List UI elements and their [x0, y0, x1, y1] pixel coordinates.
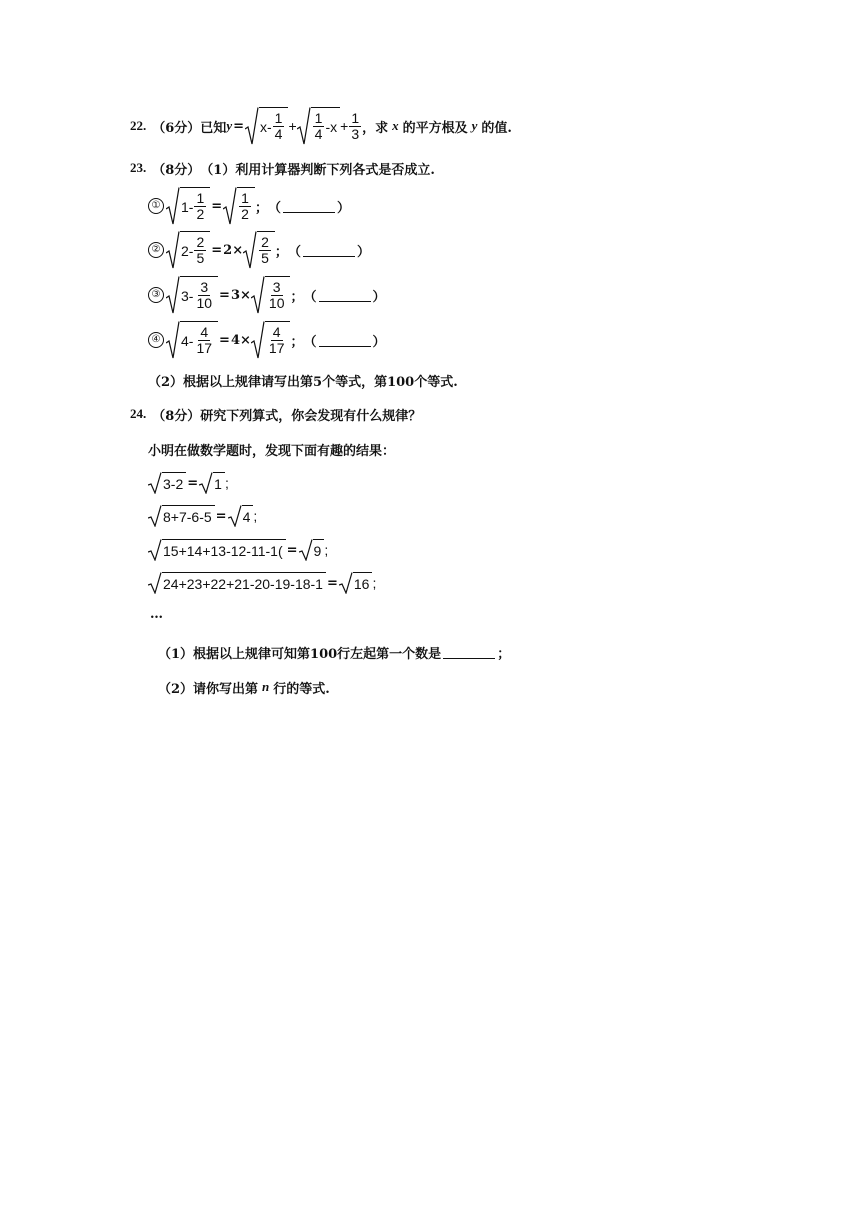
question-text: 的平方根及 — [402, 120, 468, 136]
pattern-row-3 — [148, 537, 328, 563]
answer-blank[interactable] — [319, 334, 371, 347]
fraction — [194, 235, 206, 266]
fraction — [267, 325, 287, 356]
minus-sign: - — [188, 198, 194, 215]
minus-sign: - — [267, 118, 272, 135]
denominator: 2 — [241, 206, 249, 222]
row-end: ; — [324, 542, 329, 558]
row-end: ; — [253, 508, 258, 524]
paren-open: （ — [267, 200, 281, 216]
equals-sign: = — [211, 198, 223, 214]
radicand-tail: -x — [325, 118, 338, 135]
radical-rhs — [223, 187, 255, 225]
points-label: （8分） — [152, 408, 201, 424]
separator: ； — [274, 244, 288, 260]
radical-lhs — [166, 231, 210, 269]
radical-2 — [297, 107, 340, 145]
equals-sign: = — [215, 508, 227, 524]
equals-sign: = — [211, 242, 223, 258]
question-number: 24. — [130, 406, 147, 421]
integer-part: 4 — [181, 332, 189, 349]
denominator: 17 — [196, 340, 213, 356]
radical-sign-icon — [148, 572, 162, 594]
equals-sign: = — [187, 475, 199, 491]
coefficient: 4× — [230, 332, 251, 348]
radical-sign-icon — [245, 107, 259, 145]
numerator: 3 — [272, 279, 281, 295]
coefficient: 2× — [223, 242, 244, 258]
circled-number-icon: ③ — [148, 287, 164, 303]
denominator: 5 — [261, 250, 269, 266]
ellipsis-text: … — [150, 606, 163, 622]
paren-close: ） — [372, 334, 386, 350]
paren-close: ） — [337, 200, 351, 216]
equals-sign: = — [233, 118, 244, 134]
row-end: ; — [224, 475, 229, 491]
radical-sign-icon — [228, 505, 242, 527]
question-24-header — [130, 404, 421, 424]
row-end: ; — [372, 575, 377, 591]
var-y: y — [226, 118, 233, 133]
radical-rhs — [299, 539, 325, 561]
denominator: 5 — [196, 250, 205, 266]
result: 4 — [242, 508, 251, 525]
minus-sign: - — [188, 242, 194, 259]
numerator: 2 — [196, 234, 205, 250]
denominator: 17 — [268, 340, 285, 356]
fraction — [313, 111, 325, 142]
radical-lhs — [148, 505, 215, 527]
equation-item-2 — [148, 230, 370, 270]
paren-open: （ — [303, 289, 317, 305]
radical-lhs — [166, 276, 218, 314]
equals-sign: = — [326, 575, 338, 591]
pattern-row-4 — [148, 570, 376, 596]
numerator: 1 — [351, 109, 360, 126]
radical-sign-icon — [166, 231, 180, 269]
separator: ； — [290, 289, 304, 305]
fraction — [273, 111, 285, 142]
fraction — [267, 280, 287, 311]
radical-sign-icon — [166, 187, 180, 225]
radical-sign-icon — [148, 472, 162, 494]
radical-rhs — [339, 572, 373, 594]
question-text: 的值. — [481, 120, 512, 136]
points-label: （6分） — [152, 120, 201, 136]
radical-sign-icon — [251, 276, 265, 314]
fraction — [259, 235, 271, 266]
points-label: （8分） — [152, 162, 201, 178]
part-2-end: 行的等式. — [273, 681, 330, 697]
part-1-end: ； — [497, 646, 511, 662]
var-y: y — [471, 118, 478, 133]
expression: 15+14+13-12-11-1( — [163, 542, 283, 559]
numerator: 1 — [314, 110, 323, 126]
var-n: n — [262, 679, 270, 694]
equation-item-1 — [148, 186, 350, 226]
result: 1 — [214, 475, 222, 492]
ellipsis — [150, 604, 163, 624]
radical-sign-icon — [339, 572, 353, 594]
part-2-instruction: （2）根据以上规律请写出第5个等式，第100个等式. — [148, 374, 458, 390]
radical-sign-icon — [297, 107, 311, 145]
pattern-row-1 — [148, 470, 229, 496]
radical-sign-icon — [243, 231, 257, 269]
var-x: x — [392, 118, 399, 133]
pattern-row-2 — [148, 503, 257, 529]
fraction — [194, 280, 214, 311]
circled-number-icon: ② — [148, 242, 164, 258]
question-23-part-2 — [148, 370, 458, 390]
radical-lhs — [148, 539, 286, 561]
denominator: 4 — [274, 126, 283, 142]
radical-sign-icon — [148, 505, 162, 527]
expression: 8+7-6-5 — [163, 508, 212, 525]
plus-sign: + — [340, 118, 349, 134]
given-text: 已知 — [200, 120, 227, 136]
question-title: 研究下列算式，你会发现有什么规律？ — [200, 408, 422, 424]
radical-sign-icon — [199, 472, 213, 494]
numerator: 4 — [272, 324, 281, 340]
expression: 24+23+22+21-20-19-18-1 — [163, 575, 323, 592]
denominator: 10 — [196, 295, 213, 311]
radical-lhs — [166, 321, 218, 359]
paren-open: （ — [287, 244, 301, 260]
fraction — [194, 325, 214, 356]
fraction-third — [349, 111, 361, 142]
radical-sign-icon — [148, 539, 162, 561]
radical-rhs — [251, 276, 291, 314]
equation-item-4 — [148, 320, 386, 360]
result: 9 — [313, 542, 322, 559]
question-number: 23. — [130, 160, 147, 175]
expression: 3-2 — [163, 475, 184, 492]
radical-sign-icon — [166, 321, 180, 359]
question-22 — [130, 106, 512, 146]
radical-lhs — [166, 187, 210, 225]
radical-rhs — [243, 231, 275, 269]
numerator: 4 — [200, 324, 209, 340]
intro-text: 小明在做数学题时，发现下面有趣的结果： — [148, 443, 396, 459]
coefficient: 3× — [230, 287, 251, 303]
paren-open: （ — [303, 334, 317, 350]
integer-part: 3 — [181, 287, 189, 304]
circled-number-icon: ④ — [148, 332, 164, 348]
radical-rhs — [199, 472, 225, 494]
numerator: 1 — [196, 190, 205, 206]
minus-sign: - — [188, 287, 194, 304]
answer-blank[interactable] — [443, 646, 495, 659]
question-24-part-2 — [158, 677, 330, 697]
fraction — [239, 191, 251, 222]
part-1-instruction: （1）利用计算器判断下列各式是否成立. — [200, 162, 435, 178]
question-23-header — [130, 158, 435, 178]
denominator: 10 — [268, 295, 285, 311]
equals-sign: = — [219, 287, 230, 303]
radical-lhs — [148, 472, 186, 494]
fraction — [194, 191, 206, 222]
paren-close: ） — [372, 289, 386, 305]
minus-sign: - — [188, 332, 194, 349]
paren-close: ） — [356, 244, 370, 260]
answer-blank[interactable] — [283, 200, 335, 213]
denominator: 2 — [196, 206, 205, 222]
radical-sign-icon — [166, 276, 180, 314]
numerator: 3 — [200, 279, 209, 295]
numerator: 2 — [261, 234, 269, 250]
question-text: ，求 — [362, 120, 389, 136]
radical-sign-icon — [251, 321, 265, 359]
equation-item-3 — [148, 275, 386, 315]
circled-number-icon: ① — [148, 198, 164, 214]
radical-rhs — [228, 505, 254, 527]
denominator: 3 — [351, 125, 360, 142]
radical-rhs — [251, 321, 291, 359]
separator: ； — [290, 334, 304, 350]
numerator: 1 — [274, 110, 283, 126]
equals-sign: = — [219, 332, 230, 348]
part-1-text: （1）根据以上规律可知第100行左起第一个数是 — [158, 646, 442, 662]
answer-blank[interactable] — [303, 244, 355, 257]
result: 16 — [353, 575, 370, 592]
part-2-text: （2）请你写出第 — [158, 681, 259, 697]
question-24-part-1 — [158, 642, 510, 662]
separator: ； — [254, 200, 268, 216]
radical-lhs — [148, 572, 326, 594]
question-24-intro — [148, 439, 395, 459]
radical-sign-icon — [223, 187, 237, 225]
plus-sign: + — [288, 118, 297, 134]
question-number: 22. — [130, 118, 147, 133]
radicand-x: x — [260, 118, 267, 135]
integer-part: 1 — [181, 198, 189, 215]
answer-blank[interactable] — [319, 289, 371, 302]
integer-part: 2 — [181, 242, 189, 259]
radical-sign-icon — [299, 539, 313, 561]
numerator: 1 — [241, 190, 249, 206]
equals-sign: = — [286, 542, 298, 558]
denominator: 4 — [314, 126, 323, 142]
radical-1 — [245, 107, 288, 145]
